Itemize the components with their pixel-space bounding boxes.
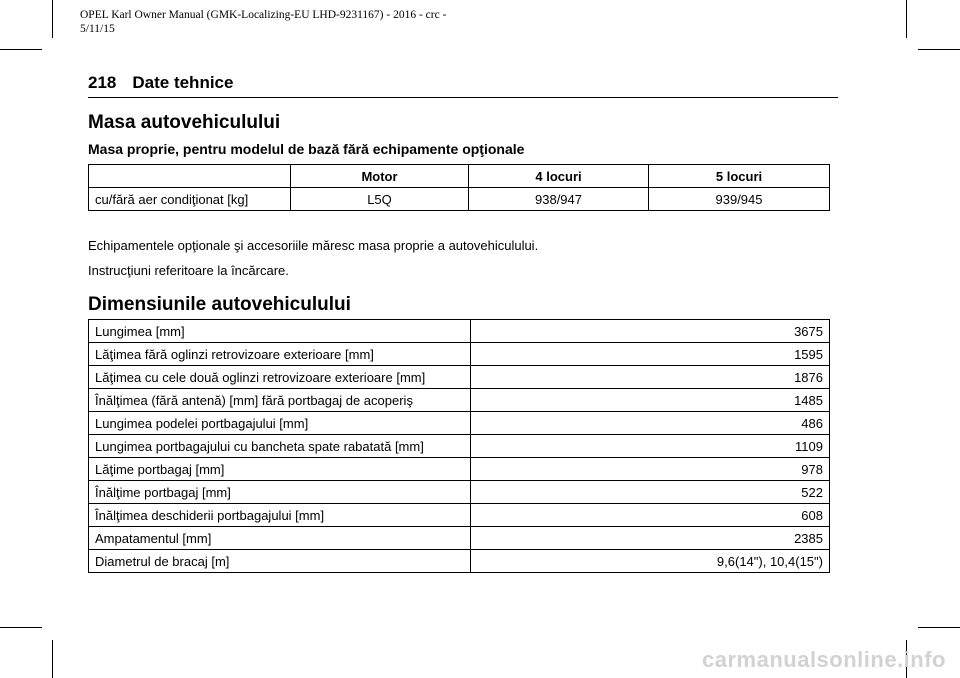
document-header-line2: 5/11/15 (80, 23, 115, 35)
dimension-value: 2385 (471, 527, 830, 550)
crop-mark (0, 627, 42, 628)
dimension-label: Lăţimea cu cele două oglinzi retrovizoare exterioare [mm] (89, 366, 471, 389)
dimension-value: 1485 (471, 389, 830, 412)
dimension-label: Lungimea portbagajului cu bancheta spate rabatată [mm] (89, 435, 471, 458)
crop-mark (52, 640, 53, 678)
dimension-value: 522 (471, 481, 830, 504)
table-cell: L5Q (291, 188, 469, 211)
loading-instructions-note: Instrucţiuni referitoare la încărcare. (88, 263, 289, 278)
mass-note: Echipamentele opţionale şi accesoriile măresc masa proprie a autovehiculului. (88, 238, 539, 253)
dimension-label: Ampatamentul [mm] (89, 527, 471, 550)
crop-mark (906, 0, 907, 38)
page-number: 218 (88, 73, 117, 92)
table-row (89, 550, 830, 573)
crop-mark (52, 0, 53, 38)
dimension-label: Lungimea podelei portbagajului [mm] (89, 412, 471, 435)
table-row (89, 188, 830, 211)
table-row (89, 389, 830, 412)
dimension-value: 1595 (471, 343, 830, 366)
table-row (89, 412, 830, 435)
mass-table (88, 164, 830, 211)
dimensions-section-heading: Dimensiunile autovehiculului (88, 294, 351, 315)
dimension-value: 608 (471, 504, 830, 527)
table-header-cell (89, 165, 291, 188)
page-title: Date tehnice (132, 73, 234, 92)
dimension-label: Lungimea [mm] (89, 320, 471, 343)
dimension-value: 1876 (471, 366, 830, 389)
dimension-value: 1109 (471, 435, 830, 458)
table-header-cell: 5 locuri (649, 165, 830, 188)
table-row (89, 481, 830, 504)
table-cell: 939/945 (649, 188, 830, 211)
crop-mark (918, 627, 960, 628)
crop-mark (0, 49, 42, 50)
dimension-value: 486 (471, 412, 830, 435)
dimension-label: Lăţimea fără oglinzi retrovizoare exterioare [mm] (89, 343, 471, 366)
table-row (89, 343, 830, 366)
page-header (88, 72, 838, 98)
mass-section-subheading: Masa proprie, pentru modelul de bază fără echipamente opţionale (88, 141, 525, 157)
table-row (89, 366, 830, 389)
dimension-value: 9,6(14"), 10,4(15") (471, 550, 830, 573)
watermark: carmanualsonline.info (702, 647, 946, 672)
document-header-line1: OPEL Karl Owner Manual (GMK-Localizing-EU LHD-9231167) - 2016 - crc - (80, 9, 447, 21)
table-header-cell: 4 locuri (469, 165, 649, 188)
dimension-label: Înălţimea deschiderii portbagajului [mm] (89, 504, 471, 527)
table-row (89, 320, 830, 343)
table-header-cell: Motor (291, 165, 469, 188)
dimension-label: Înălţime portbagaj [mm] (89, 481, 471, 504)
table-header-row (89, 165, 830, 188)
table-row (89, 527, 830, 550)
crop-mark (918, 49, 960, 50)
table-cell: cu/fără aer condiţionat [kg] (89, 188, 291, 211)
table-cell: 938/947 (469, 188, 649, 211)
dimension-label: Înălţimea (fără antenă) [mm] fără portbagaj de acoperiş (89, 389, 471, 412)
table-row (89, 504, 830, 527)
table-row (89, 458, 830, 481)
document-header (80, 8, 446, 36)
dimension-value: 3675 (471, 320, 830, 343)
table-row (89, 435, 830, 458)
dimension-value: 978 (471, 458, 830, 481)
dimension-label: Lăţime portbagaj [mm] (89, 458, 471, 481)
dimensions-table (88, 319, 830, 573)
dimension-label: Diametrul de bracaj [m] (89, 550, 471, 573)
mass-section-heading: Masa autovehiculului (88, 112, 281, 133)
